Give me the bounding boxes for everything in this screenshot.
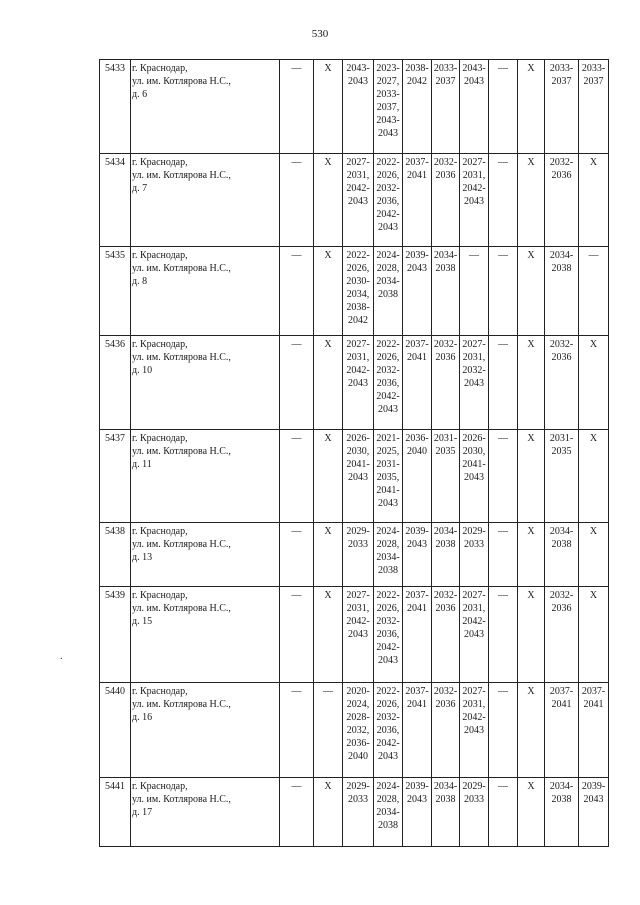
row-number: 5437: [100, 430, 131, 523]
address-line: г. Краснодар,: [132, 781, 188, 792]
schedule-cell: 2037-2041: [403, 154, 432, 247]
schedule-cell: 2032-2036: [432, 587, 460, 683]
address-line: ул. им. Котлярова Н.С.,: [132, 446, 231, 457]
address-line: ул. им. Котлярова Н.С.,: [132, 699, 231, 710]
schedule-cell: 2038-2042: [403, 60, 432, 154]
schedule-cell: 2024-2028, 2034-2038: [374, 778, 403, 847]
schedule-cell: 2032-2036: [545, 587, 579, 683]
address-line: д. 8: [132, 276, 148, 287]
schedule-cell: 2027-2031, 2042-2043: [343, 154, 374, 247]
address-line: ул. им. Котлярова Н.С.,: [132, 263, 231, 274]
schedule-cell: Х: [314, 430, 343, 523]
schedule-cell: —: [280, 154, 314, 247]
table-row: [100, 683, 609, 778]
schedule-cell: 2027-2031, 2042-2043: [460, 154, 489, 247]
address-cell: [131, 154, 280, 247]
address-cell: [131, 778, 280, 847]
address-line: д. 6: [132, 89, 148, 100]
schedule-cell: 2036-2040: [403, 430, 432, 523]
schedule-cell: Х: [518, 247, 545, 336]
schedule-cell: 2027-2031, 2042-2043: [343, 336, 374, 430]
schedule-cell: Х: [314, 60, 343, 154]
schedule-cell: —: [489, 336, 518, 430]
address-line: ул. им. Котлярова Н.С.,: [132, 352, 231, 363]
schedule-cell: 2027-2031, 2042-2043: [460, 683, 489, 778]
schedule-cell: 2026-2030, 2041-2043: [343, 430, 374, 523]
schedule-cell: 2037-2041: [403, 587, 432, 683]
address-line: ул. им. Котлярова Н.С.,: [132, 170, 231, 181]
schedule-cell: 2032-2036: [432, 683, 460, 778]
schedule-cell: 2027-2031, 2042-2043: [343, 587, 374, 683]
schedule-cell: —: [489, 154, 518, 247]
address-line: д. 10: [132, 365, 153, 376]
schedule-cell: —: [280, 60, 314, 154]
address-line: г. Краснодар,: [132, 526, 188, 537]
schedule-cell: 2027-2031, 2032-2043: [460, 336, 489, 430]
schedule-cell: 2020-2024, 2028-2032, 2036-2040: [343, 683, 374, 778]
schedule-cell: Х: [314, 778, 343, 847]
row-number: 5434: [100, 154, 131, 247]
schedule-cell: 2034-2038: [432, 523, 460, 587]
schedule-cell: —: [460, 247, 489, 336]
schedule-cell: 2029-2033: [460, 778, 489, 847]
schedule-cell: 2029-2033: [460, 523, 489, 587]
schedule-cell: Х: [579, 154, 609, 247]
schedule-cell: 2039-2043: [403, 778, 432, 847]
row-number: 5438: [100, 523, 131, 587]
schedule-cell: Х: [518, 778, 545, 847]
address-line: г. Краснодар,: [132, 157, 188, 168]
schedule-cell: —: [489, 523, 518, 587]
schedule-cell: 2027-2031, 2042-2043: [460, 587, 489, 683]
schedule-cell: 2031-2035: [432, 430, 460, 523]
schedule-cell: 2034-2038: [545, 247, 579, 336]
address-cell: [131, 523, 280, 587]
schedule-cell: —: [280, 430, 314, 523]
schedule-cell: 2021-2025, 2031-2035, 2041-2043: [374, 430, 403, 523]
table-row: [100, 247, 609, 336]
schedule-cell: —: [280, 587, 314, 683]
schedule-cell: 2037-2041: [403, 336, 432, 430]
schedule-cell: 2029-2033: [343, 523, 374, 587]
schedule-cell: 2043-2043: [343, 60, 374, 154]
schedule-cell: 2039-2043: [403, 247, 432, 336]
schedule-cell: Х: [579, 523, 609, 587]
schedule-cell: Х: [579, 587, 609, 683]
schedule-cell: Х: [518, 154, 545, 247]
schedule-cell: 2033-2037: [545, 60, 579, 154]
address-line: д. 11: [132, 459, 152, 470]
table-row: [100, 154, 609, 247]
address-line: д. 7: [132, 183, 148, 194]
address-cell: [131, 683, 280, 778]
table-row: [100, 523, 609, 587]
schedule-cell: Х: [518, 523, 545, 587]
address-line: ул. им. Котлярова Н.С.,: [132, 603, 231, 614]
table-row: [100, 336, 609, 430]
schedule-cell: 2032-2036: [432, 154, 460, 247]
schedule-cell: 2031-2035: [545, 430, 579, 523]
schedule-cell: Х: [518, 60, 545, 154]
table-row: [100, 587, 609, 683]
schedule-cell: —: [489, 587, 518, 683]
address-line: ул. им. Котлярова Н.С.,: [132, 76, 231, 87]
schedule-cell: —: [280, 247, 314, 336]
table-row: [100, 60, 609, 154]
address-cell: [131, 247, 280, 336]
schedule-cell: Х: [314, 154, 343, 247]
schedule-cell: 2024-2028, 2034-2038: [374, 247, 403, 336]
row-number: 5435: [100, 247, 131, 336]
schedule-cell: 2039-2043: [579, 778, 609, 847]
registry-table: [99, 59, 609, 847]
address-cell: [131, 336, 280, 430]
address-line: ул. им. Котлярова Н.С.,: [132, 794, 231, 805]
schedule-cell: 2037-2041: [545, 683, 579, 778]
schedule-cell: 2022-2026, 2032-2036, 2042-2043: [374, 683, 403, 778]
address-cell: [131, 587, 280, 683]
schedule-cell: Х: [314, 587, 343, 683]
schedule-cell: —: [280, 683, 314, 778]
scan-speck: .: [60, 651, 63, 662]
schedule-cell: 2037-2041: [579, 683, 609, 778]
schedule-cell: 2043-2043: [460, 60, 489, 154]
schedule-cell: —: [489, 778, 518, 847]
schedule-cell: 2034-2038: [545, 523, 579, 587]
schedule-cell: —: [280, 778, 314, 847]
schedule-cell: 2023-2027, 2033-2037, 2043-2043: [374, 60, 403, 154]
page-number: 530: [311, 28, 329, 40]
schedule-cell: Х: [518, 336, 545, 430]
schedule-cell: Х: [518, 683, 545, 778]
schedule-cell: 2029-2033: [343, 778, 374, 847]
schedule-cell: 2026-2030, 2041-2043: [460, 430, 489, 523]
address-line: г. Краснодар,: [132, 339, 188, 350]
schedule-cell: 2032-2036: [545, 154, 579, 247]
schedule-cell: Х: [314, 523, 343, 587]
table-row: [100, 778, 609, 847]
schedule-cell: —: [489, 60, 518, 154]
address-line: г. Краснодар,: [132, 250, 188, 261]
schedule-cell: 2022-2026, 2030-2034, 2038-2042: [343, 247, 374, 336]
address-line: г. Краснодар,: [132, 686, 188, 697]
address-cell: [131, 430, 280, 523]
schedule-cell: —: [489, 430, 518, 523]
schedule-cell: —: [280, 523, 314, 587]
address-line: г. Краснодар,: [132, 63, 188, 74]
schedule-cell: Х: [518, 430, 545, 523]
address-line: г. Краснодар,: [132, 590, 188, 601]
schedule-cell: 2037-2041: [403, 683, 432, 778]
schedule-cell: 2039-2043: [403, 523, 432, 587]
row-number: 5433: [100, 60, 131, 154]
schedule-cell: Х: [579, 336, 609, 430]
schedule-cell: 2024-2028, 2034-2038: [374, 523, 403, 587]
schedule-cell: 2034-2038: [545, 778, 579, 847]
address-cell: [131, 60, 280, 154]
address-line: д. 15: [132, 616, 153, 627]
address-line: г. Краснодар,: [132, 433, 188, 444]
row-number: 5441: [100, 778, 131, 847]
schedule-cell: 2033-2037: [432, 60, 460, 154]
schedule-cell: 2022-2026, 2032-2036, 2042-2043: [374, 587, 403, 683]
row-number: 5436: [100, 336, 131, 430]
schedule-cell: —: [579, 247, 609, 336]
schedule-cell: Х: [518, 587, 545, 683]
schedule-cell: 2033-2037: [579, 60, 609, 154]
schedule-cell: —: [314, 683, 343, 778]
schedule-cell: 2034-2038: [432, 778, 460, 847]
schedule-cell: —: [489, 247, 518, 336]
schedule-cell: Х: [314, 336, 343, 430]
row-number: 5439: [100, 587, 131, 683]
schedule-cell: 2032-2036: [432, 336, 460, 430]
schedule-cell: 2034-2038: [432, 247, 460, 336]
address-line: ул. им. Котлярова Н.С.,: [132, 539, 231, 550]
schedule-cell: 2022-2026, 2032-2036, 2042-2043: [374, 336, 403, 430]
schedule-cell: Х: [314, 247, 343, 336]
schedule-cell: —: [280, 336, 314, 430]
address-line: д. 17: [132, 807, 153, 818]
schedule-cell: 2022-2026, 2032-2036, 2042-2043: [374, 154, 403, 247]
address-line: д. 13: [132, 552, 153, 563]
table-row: [100, 430, 609, 523]
schedule-cell: 2032-2036: [545, 336, 579, 430]
row-number: 5440: [100, 683, 131, 778]
schedule-cell: —: [489, 683, 518, 778]
address-line: д. 16: [132, 712, 153, 723]
schedule-cell: Х: [579, 430, 609, 523]
